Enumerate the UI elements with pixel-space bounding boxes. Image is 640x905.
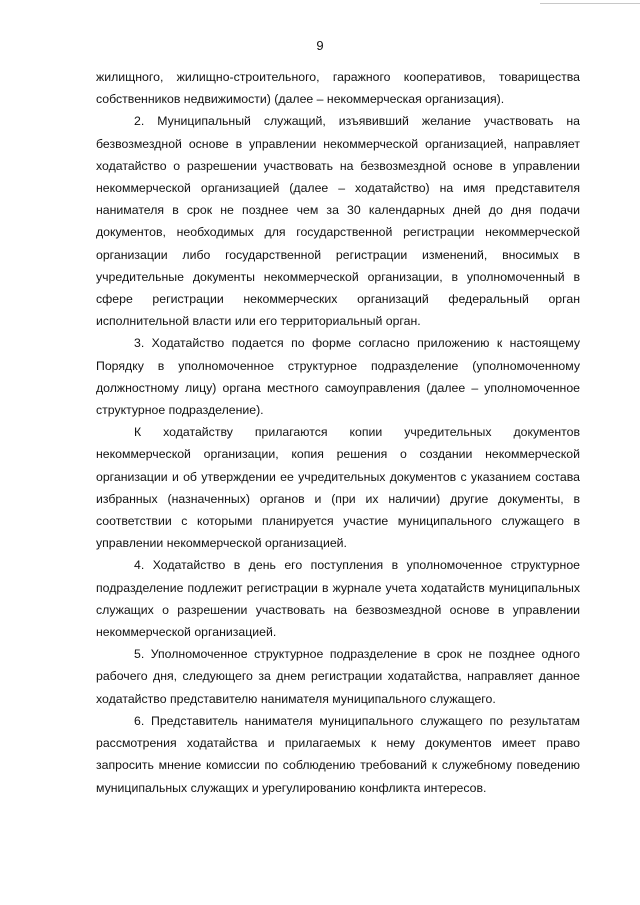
document-body bbox=[96, 66, 580, 799]
page-number: 9 bbox=[316, 38, 324, 53]
paragraph-item-4: 4. Ходатайство в день его поступления в уполномоченное структурное подразделение подлежит регистрации в журнале учета ходатайств муниципальных служащих о разрешении участвовать на безвозмездной основе в управлении некоммерческой организацией. bbox=[96, 558, 580, 640]
paragraph-continuation: жилищного, жилищно-строительного, гаражного кооперативов, товарищества собственников недвижимости) (далее – некоммерческая организация). bbox=[96, 70, 580, 107]
paragraph-item-6: 6. Представитель нанимателя муниципального служащего по результатам рассмотрения ходатайства и прилагаемых к нему документов имеет право запросить мнение комиссии по соблюдению требований к служебному поведению муниципальных служащих и урегулированию конфликта интересов. bbox=[96, 713, 580, 795]
scan-edge-mark bbox=[540, 0, 640, 4]
paragraph-item-5: 5. Уполномоченное структурное подразделение в срок не позднее одного рабочего дня, следующего за днем регистрации ходатайства, направляет данное ходатайство представителю нанимателя муниципального служащего. bbox=[96, 647, 580, 706]
paragraph-item-3: 3. Ходатайство подается по форме согласно приложению к настоящему Порядку в уполномоченное структурное подразделение (уполномоченному должностному лицу) органа местного самоуправления (далее – уполномоченное структурное подразделение). bbox=[96, 336, 580, 418]
paragraph-item-2: 2. Муниципальный служащий, изъявивший желание участвовать на безвозмездной основе в управлении некоммерческой организацией, направляет ходатайство о разрешении участвовать на безвозмездной основе в управлении некоммерческой организацией (далее – ходатайство) на имя представителя нанимателя в срок не позднее чем за 30 календарных дней до дня подачи документов, необходимых для государственной регистрации некоммерческой организации либо государственной регистрации изменений, вносимых в учредительные документы некоммерческой организации, в уполномоченный в сфере регистрации некоммерческих организаций федеральный орган исполнительной власти или его территориальный орган. bbox=[96, 114, 580, 329]
paragraph-attachments: К ходатайству прилагаются копии учредительных документов некоммерческой организации, копия решения о создании некоммерческой организации и об утверждении ее учредительных документов с указанием состава избранных (назначенных) органов и (при их наличии) другие документы, в соответствии с которыми планируется участие муниципального служащего в управлении некоммерческой организацией. bbox=[96, 425, 580, 551]
